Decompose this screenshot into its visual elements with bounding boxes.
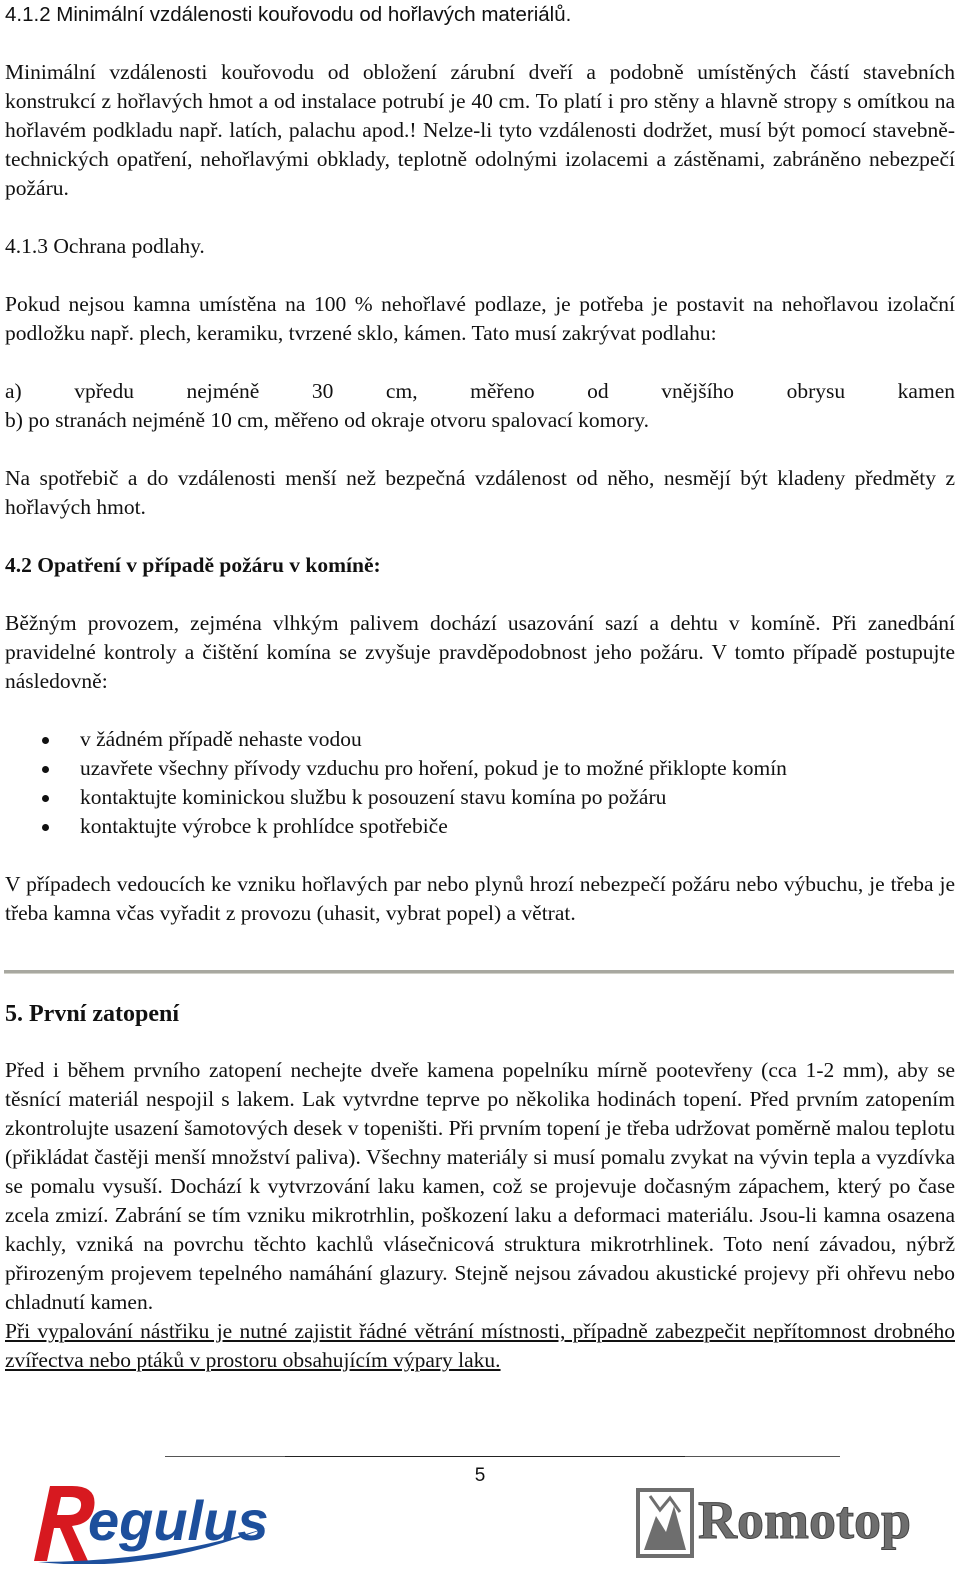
list-item xyxy=(5,783,955,812)
paragraph-underlined-warning: Při vypalování nástřiku je nutné zajistit řádné větrání místnosti, případně zabezpečit nepřítomnost drobného zvířectva nebo ptáků v prostoru obsahujícím výpary laku. xyxy=(5,1319,955,1372)
bullet-list xyxy=(5,725,955,841)
word: vnějšího xyxy=(661,379,735,403)
list-item xyxy=(5,754,955,783)
word: obrysu xyxy=(786,379,846,403)
list-item-b: b) po stranách nejméně 10 cm, měřeno od okraje otvoru spalovací komory. xyxy=(5,408,650,432)
bullet-icon xyxy=(42,737,49,744)
list-item-text: v žádném případě nehaste vodou xyxy=(80,727,362,751)
svg-text:Romotop: Romotop xyxy=(698,1490,911,1550)
word: nejméně xyxy=(186,379,260,403)
word: cm, xyxy=(385,379,418,403)
list-item-a xyxy=(5,377,955,406)
list-item xyxy=(5,725,955,754)
paragraph-chimney-fire: Běžným provozem, zejména vlhkým palivem dochází usazování sazí a dehtu v komíně. Při zanedbání pravidelné kontroly a čištění komína se zvyšuje pravděpodobnost jeho požáru. V tomto případě postupujte následovně: xyxy=(5,611,955,693)
list-item xyxy=(5,812,955,841)
word: vpředu xyxy=(74,379,134,403)
list-item-text: uzavřete všechny přívody vzduchu pro hoření, pokud je to možné přiklopte komín xyxy=(80,756,787,780)
svg-text:egulus: egulus xyxy=(88,1489,269,1552)
word: od xyxy=(587,379,609,403)
word: měřeno xyxy=(470,379,535,403)
bullet-icon xyxy=(42,824,49,831)
regulus-logo-icon xyxy=(28,1466,273,1564)
word: a) xyxy=(5,379,22,403)
word: kamen xyxy=(897,379,955,403)
page-number: 5 xyxy=(474,1465,486,1486)
paragraph-floor-protection: Pokud nejsou kamna umístěna na 100 % nehořlavé podlaze, je potřeba je postavit na nehořlavou izolační podložku např. plech, keramiku, tvrzené sklo, kámen. Tato musí zakrývat podlahu: xyxy=(5,292,955,345)
paragraph-first-firing: Před i během prvního zatopení nechejte dveře kamena popelníku mírně pootevřeny (cca 1-2 mm), aby se těsnící materiál nespojil s lakem. Lak vytvrdne teprve po několika hodinách topení. Před prvním zatopením zkontrolujte usazení šamotových desek v topeništi. Při prvním topení je třeba udržovat poměrně malou teplotu (přikládat častěji menší množství paliva). Všechny materiály si musí pomalu zvykat na vývin tepla a vyzdívka se pomalu vysuší. Dochází k vytvrzování laku kamen, což se projevuje dočasným zápachem, který po čase zcela zmizí. Zabrání se tím vzniku mikrotrhlin, poškození laku a deformaci materiálu. Jsou-li kamna osazena kachly, vzniká na povrchu těchto kachlů vlásečnicová struktura mikrotrhlinek. Toto není závadou, nýbrž přirozeným projevem tepelného namáhání glazury. Stejně nejsou závadou akustické projevy při ohřevu nebo chladnutí kamen. xyxy=(5,1058,955,1314)
paragraph-no-flammables: Na spotřebič a do vzdálenosti menší než bezpečná vzdálenost od něho, nesmějí být kladeny předměty z hořlavých hmot. xyxy=(5,466,955,519)
paragraph-min-distances: Minimální vzdálenosti kouřovodu od obložení zárubní dveří a podobně umístěných částí stavebních konstrukcí z hořlavých hmot a od instalace potrubí je 40 cm. To platí i pro stěny a hlavně stropy s omítkou na hořlavém podkladu např. latích, palachu apod.! Nelze-li tyto vzdálenosti dodržet, musí být pomocí stavebně-technických opatření, nehořlavými obklady, teplotně odolnými izolacemi a zástěnami, zabráněno nebezpečí požáru. xyxy=(5,60,955,200)
word: 30 xyxy=(311,379,334,403)
heading-4-2: 4.2 Opatření v případě požáru v komíně: xyxy=(5,553,381,577)
heading-4-1-3: 4.1.3 Ochrana podlahy. xyxy=(5,234,205,258)
regulus-logo xyxy=(28,1466,273,1564)
heading-5: 5. První zatopení xyxy=(5,1001,179,1027)
section-divider xyxy=(4,970,954,974)
list-item-text: kontaktujte kominickou službu k posouzení stavu komína po požáru xyxy=(80,785,667,809)
footer-rule-right xyxy=(685,1456,840,1457)
bullet-icon xyxy=(42,795,49,802)
footer-rule-left xyxy=(165,1456,285,1457)
list-item-text: kontaktujte výrobce k prohlídce spotřebiče xyxy=(80,814,448,838)
bullet-icon xyxy=(42,766,49,773)
paragraph-explosion-risk: V případech vedoucích ke vzniku hořlavých par nebo plynů hrozí nebezpečí požáru nebo výbuchu, je třeba je třeba kamna včas vyřadit z provozu (uhasit, vybrat popel) a větrat. xyxy=(5,872,955,925)
heading-4-1-2: 4.1.2 Minimální vzdálenosti kouřovodu od hořlavých materiálů. xyxy=(5,3,572,26)
romotop-logo-icon xyxy=(636,1476,928,1560)
document-page xyxy=(5,0,955,1375)
romotop-logo xyxy=(636,1476,928,1560)
footer-rule-center xyxy=(285,1456,685,1457)
